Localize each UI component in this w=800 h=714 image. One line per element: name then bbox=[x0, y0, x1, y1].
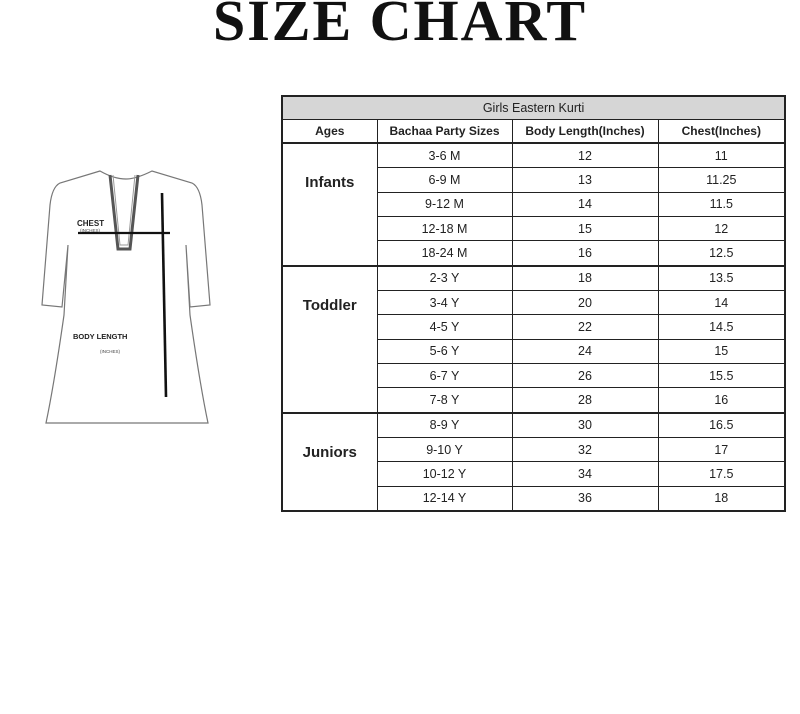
size-cell: 12-18 M bbox=[377, 216, 512, 240]
chest-cell: 14 bbox=[658, 290, 785, 314]
chest-label: CHEST bbox=[77, 219, 105, 228]
body-length-cell: 34 bbox=[512, 462, 658, 486]
age-group-label: Toddler bbox=[282, 266, 377, 413]
chest-cell: 11.25 bbox=[658, 168, 785, 192]
table-body bbox=[282, 143, 785, 511]
chest-cell: 11 bbox=[658, 143, 785, 168]
age-group-label: Infants bbox=[282, 143, 377, 266]
age-group-label: Juniors bbox=[282, 413, 377, 511]
size-cell: 18-24 M bbox=[377, 241, 512, 266]
header-sizes: Bachaa Party Sizes bbox=[377, 120, 512, 144]
body-length-cell: 14 bbox=[512, 192, 658, 216]
size-cell: 9-10 Y bbox=[377, 437, 512, 461]
kurti-outline bbox=[42, 171, 210, 423]
chest-cell: 11.5 bbox=[658, 192, 785, 216]
size-cell: 5-6 Y bbox=[377, 339, 512, 363]
body-length-label: BODY LENGTH bbox=[73, 332, 128, 341]
size-chart-table bbox=[281, 95, 786, 512]
body-length-cell: 12 bbox=[512, 143, 658, 168]
table-row bbox=[282, 266, 785, 291]
chest-cell: 12.5 bbox=[658, 241, 785, 266]
size-cell: 2-3 Y bbox=[377, 266, 512, 291]
body-length-cell: 13 bbox=[512, 168, 658, 192]
body-length-cell: 16 bbox=[512, 241, 658, 266]
size-cell: 8-9 Y bbox=[377, 413, 512, 438]
kurti-illustration bbox=[38, 165, 218, 430]
header-chest: Chest(Inches) bbox=[658, 120, 785, 144]
body-length-cell: 26 bbox=[512, 363, 658, 387]
chest-cell: 17 bbox=[658, 437, 785, 461]
table-row bbox=[282, 143, 785, 168]
size-cell: 6-7 Y bbox=[377, 363, 512, 387]
chest-cell: 18 bbox=[658, 486, 785, 511]
size-cell: 3-4 Y bbox=[377, 290, 512, 314]
body-length-cell: 30 bbox=[512, 413, 658, 438]
size-cell: 4-5 Y bbox=[377, 315, 512, 339]
chest-cell: 16 bbox=[658, 388, 785, 413]
body-length-cell: 36 bbox=[512, 486, 658, 511]
size-cell: 3-6 M bbox=[377, 143, 512, 168]
page-title: SIZE CHART bbox=[212, 0, 588, 53]
body-length-cell: 20 bbox=[512, 290, 658, 314]
chest-unit-label: (INCHES) bbox=[80, 228, 100, 233]
body-length-cell: 32 bbox=[512, 437, 658, 461]
body-length-unit-label: (INCHES) bbox=[100, 349, 120, 354]
chest-cell: 15.5 bbox=[658, 363, 785, 387]
chest-cell: 14.5 bbox=[658, 315, 785, 339]
body-length-cell: 18 bbox=[512, 266, 658, 291]
table-caption: Girls Eastern Kurti bbox=[282, 96, 785, 120]
chest-cell: 12 bbox=[658, 216, 785, 240]
size-cell: 6-9 M bbox=[377, 168, 512, 192]
size-cell: 9-12 M bbox=[377, 192, 512, 216]
size-cell: 10-12 Y bbox=[377, 462, 512, 486]
body-length-cell: 28 bbox=[512, 388, 658, 413]
chest-cell: 16.5 bbox=[658, 413, 785, 438]
chest-cell: 13.5 bbox=[658, 266, 785, 291]
header-body-length: Body Length(Inches) bbox=[512, 120, 658, 144]
chest-cell: 17.5 bbox=[658, 462, 785, 486]
body-length-cell: 24 bbox=[512, 339, 658, 363]
table-row bbox=[282, 413, 785, 438]
body-length-cell: 22 bbox=[512, 315, 658, 339]
chest-cell: 15 bbox=[658, 339, 785, 363]
size-cell: 12-14 Y bbox=[377, 486, 512, 511]
body-length-cell: 15 bbox=[512, 216, 658, 240]
header-ages: Ages bbox=[282, 120, 377, 144]
size-cell: 7-8 Y bbox=[377, 388, 512, 413]
